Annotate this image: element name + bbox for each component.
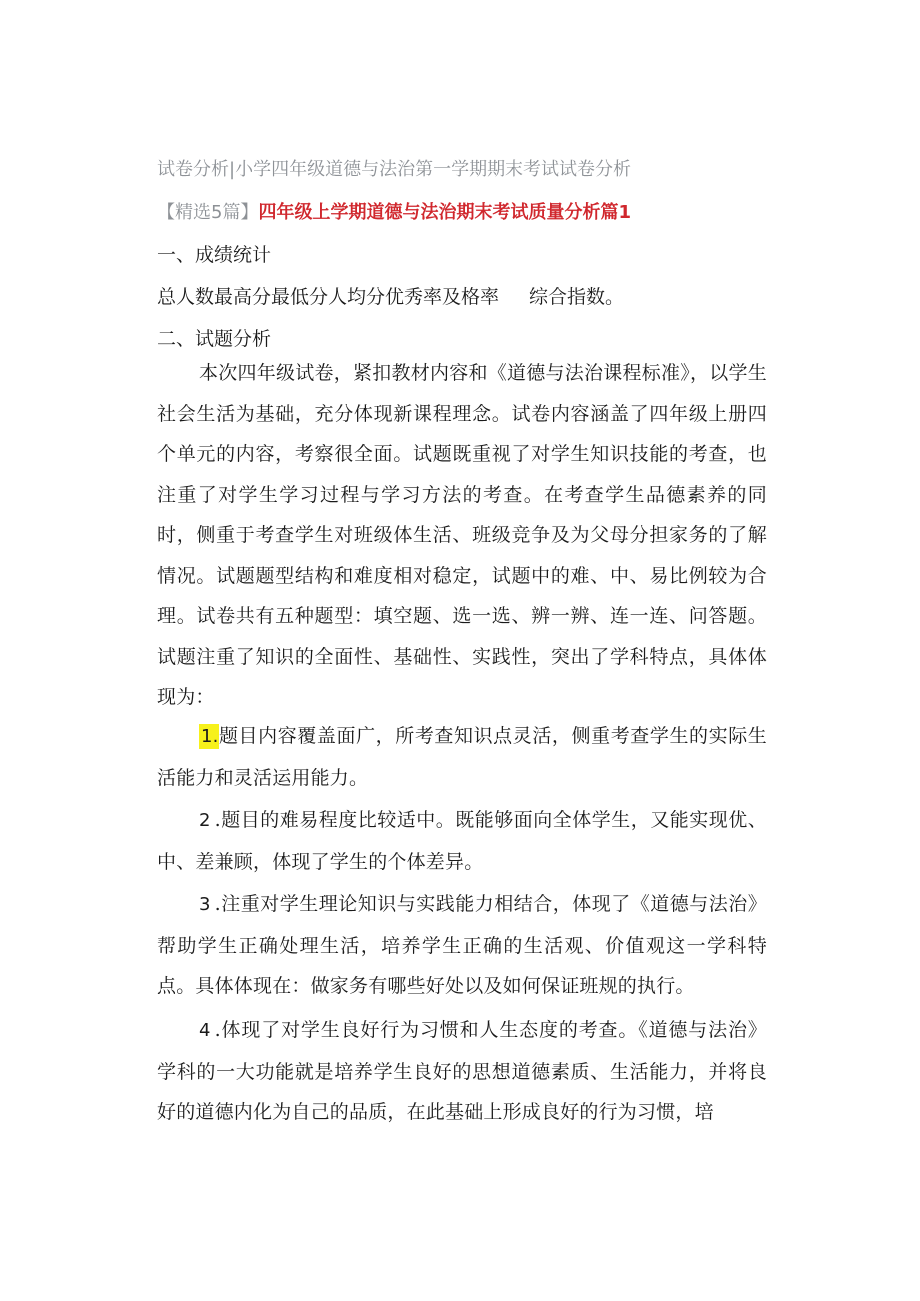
point-item-1 [157,716,767,798]
point-text: 题目内容覆盖面广，所考查知识点灵活，侧重考查学生的实际生活能力和灵活运用能力。 [157,725,767,789]
point-text: .题目的难易程度比较适中。既能够面向全体学生，又能实现优、中、差兼顾，体现了学生的个体差异。 [157,809,767,873]
document-subtitle [157,200,631,226]
document-title: 试卷分析|小学四年级道德与法治第一学期期末考试试卷分析 [157,159,632,180]
intro-paragraph: 本次四年级试卷，紧扣教材内容和《道德与法治课程标准》，以学生社会生活为基础，充分体现新课程理念。试卷内容涵盖了四年级上册四个单元的内容，考察很全面。试题既重视了对学生知识技能的考查，也注重了对学生学习过程与学习方法的考查。在考查学生品德素养的同时，侧重于考查学生对班级体生活、班级竞争及为父母分担家务的了解情况。试题题型结构和难度相对稳定，试题中的难、中、易比例较为合理。试卷共有五种题型：填空题、选一选、辨一辨、连一连、问答题。试题注重了知识的全面性、基础性、实践性，突出了学科特点，具体体现为： [157,362,767,708]
stats-line [157,284,624,310]
point-item-3 [157,884,767,1007]
section-heading-stats: 一、成绩统计 [157,244,272,266]
point-number: 2 [199,810,211,831]
section-heading-analysis: 二、试题分析 [157,328,272,350]
subtitle-main: 四年级上学期道德与法治期末考试质量分析篇1 [258,202,631,223]
point-text: .体现了对学生良好行为习惯和人生态度的考查。《道德与法治》学科的一大功能就是培养学生良好的思想道德素质、生活能力，并将良好的道德内化为自己的品质，在此基础上形成良好的行为习惯，培 [157,1019,767,1123]
point-number: 1. [201,726,219,747]
subtitle-tag: 【精选5篇】 [157,202,259,223]
point-text: .注重对学生理论知识与实践能力相结合，体现了《道德与法治》帮助学生正确处理生活，培养学生正确的生活观、价值观这一学科特点。具体体现在：做家务有哪些好处以及如何保证班规的执行。 [157,893,767,997]
stats-index: 综合指数。 [529,286,625,308]
point-number: 4 [199,1020,211,1041]
stats-columns: 总人数最高分最低分人均分优秀率及格率 [157,286,500,308]
point-item-2 [157,800,767,882]
point-number: 3 [199,894,211,915]
point-item-4 [157,1010,767,1133]
